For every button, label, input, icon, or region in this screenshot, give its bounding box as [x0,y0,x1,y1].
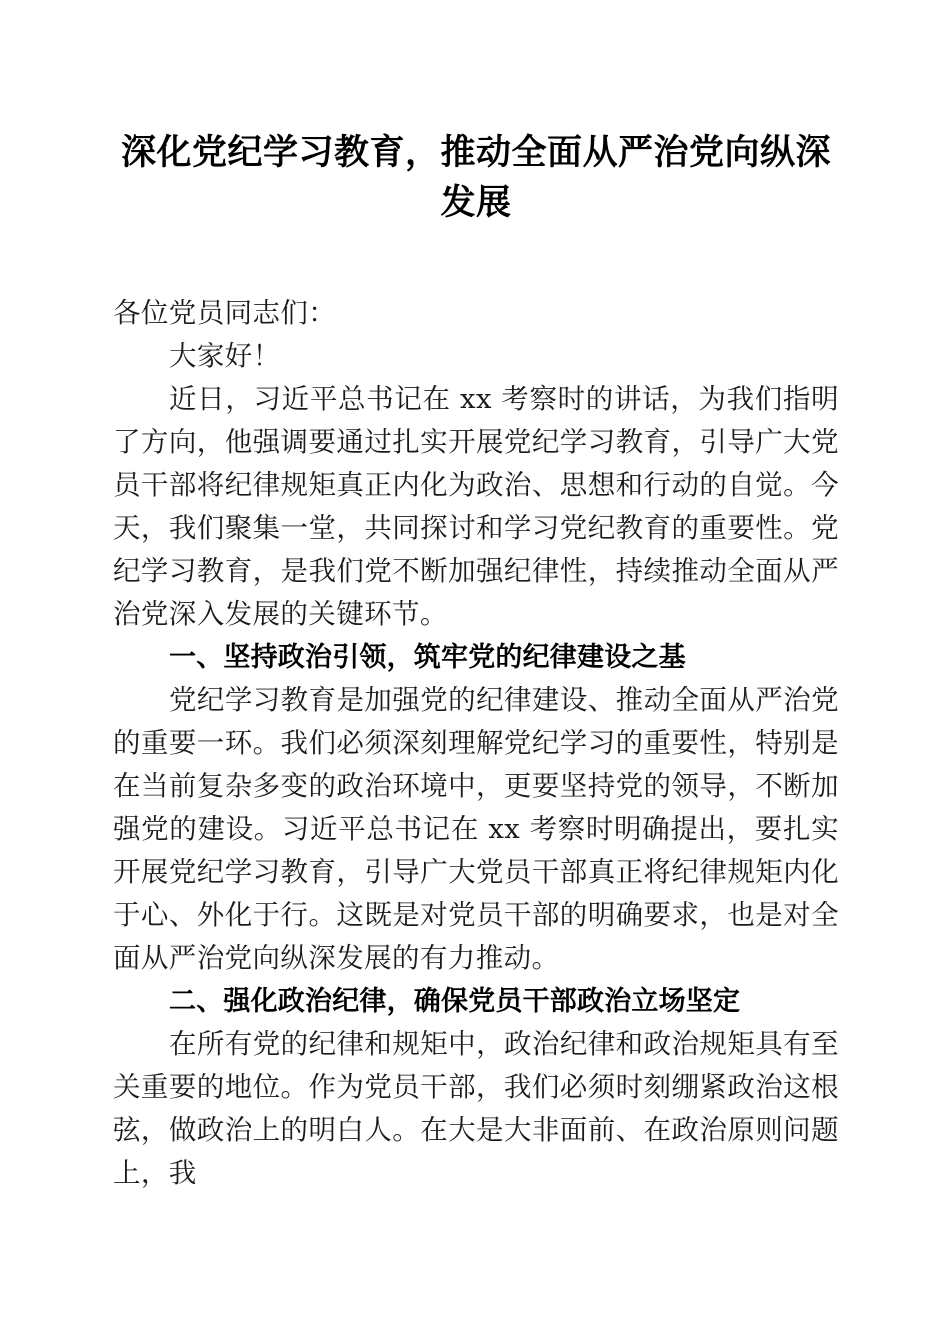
intro-paragraph: 近日，习近平总书记在 xx 考察时的讲话，为我们指明了方向，他强调要通过扎实开展党纪学习教育，引导广大党员干部将纪律规矩真正内化为政治、思想和行动的自觉。今天，我们聚集一堂，共同探讨和学习党纪教育的重要性。党纪学习教育，是我们党不断加强纪律性，持续推动全面从严治党深入发展的关键环节。 [113,383,839,630]
section-heading-2: 二、强化政治纪律，确保党员干部政治立场坚定 [169,986,741,1017]
section-paragraph-1: 党纪学习教育是加强党的纪律建设、推动全面从严治党的重要一环。我们必须深刻理解党纪学习的重要性，特别是在当前复杂多变的政治环境中，更要坚持党的领导，不断加强党的建设。习近平总书记在 xx 考察时明确提出，要扎实开展党纪学习教育，引导广大党员干部真正将纪律规矩内化于心、外化于行。这既是对党员干部的明确要求，也是对全面从严治党向纵深发展的有力推动。 [113,684,839,974]
document-body [113,128,839,1195]
section-heading-1: 一、坚持政治引领，筑牢党的纪律建设之基 [169,642,686,673]
section-paragraph-2: 在所有党的纪律和规矩中，政治纪律和政治规矩具有至关重要的地位。作为党员干部，我们必须时刻绷紧政治这根弦，做政治上的明白人。在大是大非面前、在政治原则问题上，我 [113,1028,839,1189]
salutation-line: 各位党员同志们： [113,297,337,329]
title-spacer [113,228,839,292]
greeting-line: 大家好！ [169,340,281,372]
document-title: 深化党纪学习教育，推动全面从严治党向纵深发展 [120,132,831,223]
